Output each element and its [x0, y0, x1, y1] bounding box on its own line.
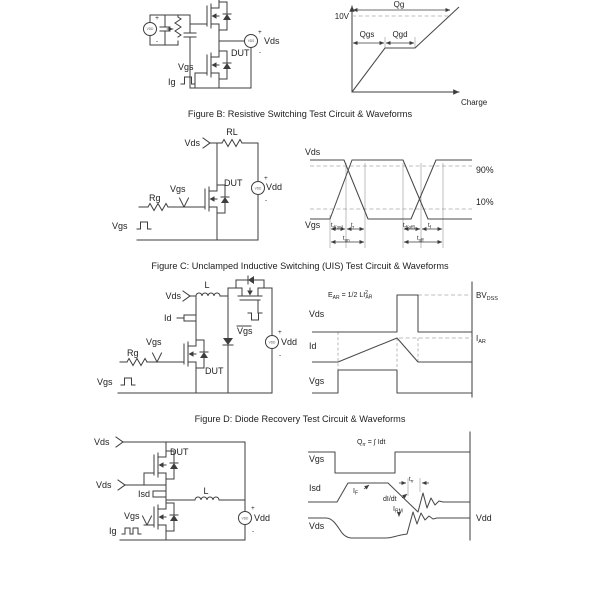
toff-label: $t_{off}$ [417, 236, 424, 243]
double-pulse-icon [122, 528, 141, 534]
qrr-formula: $Q_{rr}$ = ∫ Idt [357, 439, 386, 448]
avalanche-energy-formula: $E_{AR} = 1/2$ $LI^2$ AR [328, 290, 373, 301]
td-off-label: $t_{d(off)}$ [403, 223, 416, 230]
vgs-probe-arrow-icon [180, 198, 189, 207]
id-trace [312, 338, 472, 362]
figure-c-caption: Figure C: Unclamped Inductive Switching (UIS) Test Circuit & Waveforms [151, 261, 449, 271]
vds-label: Vds [264, 36, 280, 46]
qgd-label: Qgd [392, 30, 408, 39]
tr-label: $t_r$ [351, 223, 355, 230]
vgs-label: Vgs [146, 337, 162, 347]
vds-label: Vds [96, 480, 112, 490]
vgs-trace [312, 370, 472, 393]
plus-label: + [258, 29, 262, 36]
rg-label: Rg [149, 193, 161, 203]
turn-off-timing-annotations [403, 223, 442, 242]
ig-label: Ig [109, 526, 117, 536]
tf-label: $t_f$ [428, 223, 431, 230]
ten-volt-label: 10V [334, 12, 349, 21]
vgs-pulse-label: Vgs [97, 377, 113, 387]
clamp-mosfet-symbol [232, 276, 268, 310]
gate-pulse-icon [181, 77, 195, 84]
ninety-percent-label: 90% [476, 165, 494, 175]
id-current-probe [184, 315, 196, 321]
figure-b-circuit [112, 127, 282, 240]
vds-voltage-source [245, 35, 258, 48]
minus-label: - [265, 197, 268, 204]
vgs-bar-label: Vgs [237, 326, 253, 336]
vds-label: Vds [94, 437, 110, 447]
plus-label: + [155, 15, 159, 22]
vgs-trace [310, 160, 472, 219]
vdd-source-label: VDD [254, 186, 262, 191]
didt-label: dI/dt [383, 496, 397, 503]
trr-label: $t_{rr}$ [409, 477, 414, 484]
driver-mosfet-symbol [144, 499, 178, 535]
inverted-gate-pulse-icon [248, 313, 262, 320]
dut-label: DUT [231, 48, 250, 58]
irm-label: $I_{RM}$ [393, 506, 403, 515]
inductor-label: L [203, 486, 209, 496]
vdd-voltage-source [266, 336, 279, 349]
ten-percent-label: 10% [476, 197, 494, 207]
freewheel-diode [223, 338, 233, 345]
timing-tick-lines [330, 163, 443, 248]
id-label: Id [309, 341, 317, 351]
isd-label: Isd [309, 483, 321, 493]
qg-label: Qg [393, 0, 405, 9]
plus-label: + [278, 329, 282, 336]
figure-b-caption: Figure B: Resistive Switching Test Circuit & Waveforms [187, 109, 413, 119]
charge-axis-label: Charge [461, 98, 488, 107]
if-pointer-arrow [364, 485, 369, 489]
plus-label: + [264, 175, 268, 182]
gate-charge-curve [352, 7, 459, 92]
vgs-trace [308, 452, 470, 473]
vgs-label: Vgs [170, 184, 186, 194]
vds-label: Vds [184, 138, 200, 148]
figure-c-wires [118, 288, 272, 393]
isd-current-probe [153, 491, 166, 497]
vgs-label: Vgs [309, 376, 325, 386]
gate-pulse-icon [121, 378, 135, 385]
vdd-label: Vdd [266, 182, 283, 192]
vdd-voltage-source [144, 23, 157, 36]
figure-d-caption: Figure D: Diode Recovery Test Circuit & Waveforms [194, 414, 406, 424]
minus-label: - [252, 528, 255, 535]
vds-label: Vds [305, 147, 321, 157]
vgs-label: Vgs [178, 62, 194, 72]
trr-annotation [399, 477, 429, 496]
inductor-label: L [204, 280, 210, 290]
gate-pulse-icon [137, 222, 151, 229]
minus-label: - [259, 49, 262, 56]
plus-label: + [251, 505, 255, 512]
vds-label: Vds [165, 291, 181, 301]
dut-mosfet-symbol [174, 336, 208, 372]
vdd-level-label: Vdd [476, 513, 492, 523]
vdd-voltage-source [239, 512, 252, 525]
vgs-label: Vgs [124, 511, 140, 521]
if-label: $I_F$ [353, 488, 359, 497]
minus-label: - [155, 38, 159, 45]
vdd-source-label: VDD [146, 27, 154, 32]
figure-b-waveform [305, 147, 494, 248]
vdd-voltage-source [252, 182, 265, 195]
figure-a-circuit [144, 0, 281, 88]
figure-d-waveform [308, 432, 492, 540]
rg-label: Rg [127, 348, 139, 358]
dut-label: DUT [170, 447, 189, 457]
isd-label: Isd [138, 489, 151, 499]
vds-source-label: VDS [247, 39, 255, 44]
dut-mosfet-symbol [197, 47, 231, 83]
vds-trace [310, 160, 472, 219]
figure-a-waveform [335, 0, 488, 107]
qgs-label: Qgs [359, 30, 375, 39]
vds-probe-icon [118, 480, 125, 490]
vgs-pulse-label: Vgs [112, 221, 128, 231]
vgs-probe-arrow-icon [153, 353, 162, 362]
ton-label: $t_{on}$ [343, 236, 350, 243]
figure-d-circuit [94, 437, 270, 540]
vds-probe-icon [116, 437, 123, 447]
vds-probe-icon [183, 291, 190, 301]
figure-c-circuit [97, 276, 297, 393]
vdd-source-label: VDD [268, 340, 276, 345]
bvdss-label: $BV_{DSS}$ [476, 291, 498, 302]
vdd-source-label: VDD [241, 516, 249, 521]
ig-label: Ig [168, 77, 176, 87]
didt-pointer-arrow [402, 494, 407, 498]
vgs-label: Vgs [309, 454, 325, 464]
vgs-probe-arrow-icon [143, 516, 152, 525]
dut-label: DUT [205, 366, 224, 376]
iar-label: $I_{AR}$ [476, 334, 486, 345]
rl-label: RL [226, 127, 238, 137]
vdd-label: Vdd [281, 337, 298, 347]
figure-b-wires [137, 140, 258, 241]
vds-label: Vds [309, 521, 325, 531]
vds-label: Vds [309, 309, 325, 319]
figure-c-waveform [309, 282, 498, 397]
dut-label: DUT [224, 178, 243, 188]
turn-on-timing-annotations [331, 223, 364, 242]
minus-label: - [279, 352, 282, 359]
vds-trace [308, 512, 470, 538]
vgs-label: Vgs [305, 220, 321, 230]
vdd-label: Vdd [254, 513, 271, 523]
td-on-label: $t_{d(on)}$ [331, 223, 344, 230]
id-label: Id [164, 313, 172, 323]
vds-probe-icon [203, 138, 210, 148]
upper-mosfet-symbol [197, 0, 231, 34]
